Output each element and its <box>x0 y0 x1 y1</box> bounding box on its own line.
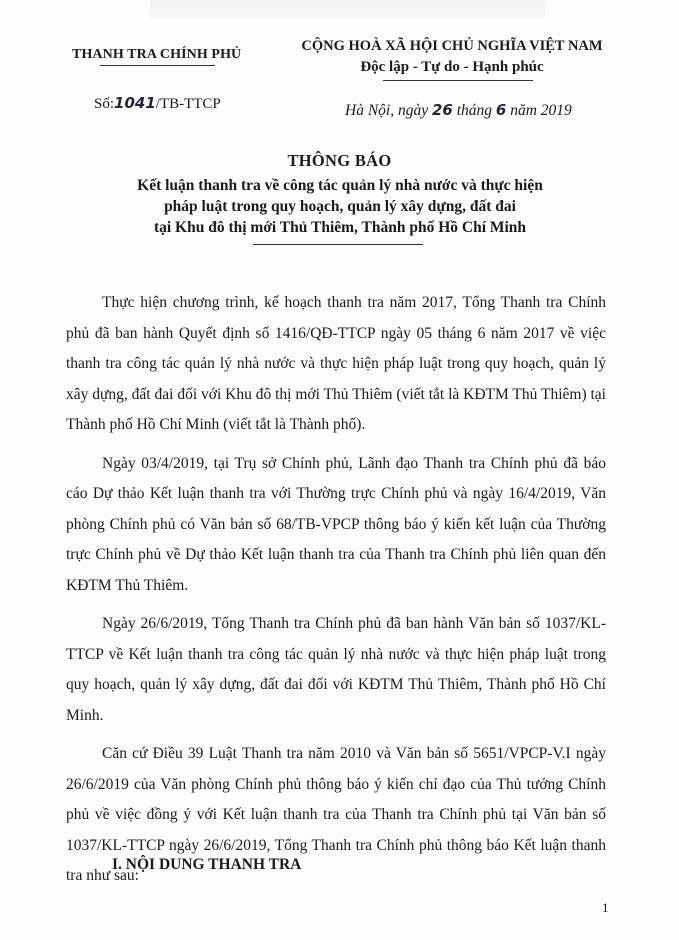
issuing-agency: THANH TRA CHÍNH PHỦ <box>72 47 242 62</box>
document-title: THÔNG BÁO <box>287 151 392 170</box>
subject-line: tại Khu đô thị mới Thủ Thiêm, Thành phố Hồ Chí Minh <box>153 219 527 236</box>
month-label: tháng <box>452 102 496 119</box>
subject-line: Kết luận thanh tra về công tác quản lý nhà nước và thực hiện <box>137 177 543 194</box>
subject-underline <box>253 244 423 245</box>
month-handwritten: 6 <box>495 101 507 119</box>
place-date-prefix: Hà Nội, ngày <box>345 102 432 119</box>
day-handwritten: 26 <box>431 101 453 119</box>
body-paragraph: Thực hiện chương trình, kế hoạch thanh tra năm 2017, Tổng Thanh tra Chính phủ đã ban hành Quyết định số 1416/QĐ-TTCP ngày 05 tháng 6 năm 2017 về việc thanh tra công tác quản lý nhà nước và thực hiện pháp luật trong quy hoạch, quản lý xây dựng, đất đai đối với Khu đô thị mới Thủ Thiêm (viết tắt là KĐTM Thủ Thiêm) tại Thành phố Hồ Chí Minh (viết tắt là Thành phố). <box>66 294 606 433</box>
doc-number-handwritten: 1041 <box>114 94 156 112</box>
document-subject <box>110 175 570 238</box>
motto-underline <box>383 80 533 81</box>
place-and-date <box>345 101 572 120</box>
agency-underline <box>100 65 215 66</box>
document-body <box>66 288 606 900</box>
doc-number-prefix: Số: <box>94 96 115 112</box>
body-paragraph: Ngày 26/6/2019, Tổng Thanh tra Chính phủ đã ban hành Văn bản số 1037/KL-TTCP về Kết luận thanh tra công tác quản lý nhà nước và thực hiện pháp luật trong quy hoạch, quản lý xây dựng, đất đai đối với KĐTM Thủ Thiêm, Thành phố Hồ Chí Minh. <box>66 615 606 724</box>
doc-number-suffix: /TB-TTCP <box>155 96 221 112</box>
scan-smudge <box>150 0 545 18</box>
national-title: CỘNG HOÀ XÃ HỘI CHỦ NGHĨA VIỆT NAM <box>301 38 603 54</box>
body-paragraph: Căn cứ Điều 39 Luật Thanh tra năm 2010 và Văn bản số 5651/VPCP-V.I ngày 26/6/2019 của Văn phòng Chính phủ thông báo ý kiến chỉ đạo của Thủ tướng Chính phủ về việc đồng ý với Kết luận thanh tra của Thanh tra Chính phủ tại Văn bản số 1037/KL-TTCP ngày 26/6/2019, Tổng Thanh tra Chính phủ thông báo Kết luận thanh tra như sau: <box>66 745 606 884</box>
page-number: 1 <box>602 900 609 915</box>
subject-line: pháp luật trong quy hoạch, quản lý xây dựng, đất đai <box>164 198 516 215</box>
document-number <box>94 94 221 113</box>
national-motto: Độc lập - Tự do - Hạnh phúc <box>360 59 544 75</box>
body-paragraph: Ngày 03/4/2019, tại Trụ sở Chính phủ, Lãnh đạo Thanh tra Chính phủ đã báo cáo Dự thảo Kết luận thanh tra với Thường trực Chính phủ và ngày 16/4/2019, Văn phòng Chính phủ có Văn bản số 68/TB-VPCP thông báo ý kiến kết luận của Thường trực Chính phủ về Dự thảo Kết luận thanh tra của Thanh tra Chính phủ liên quan đến KĐTM Thủ Thiêm. <box>66 454 606 594</box>
section-heading: I. NỘI DUNG THANH TRA <box>112 856 302 873</box>
year-label: năm 2019 <box>506 102 572 119</box>
